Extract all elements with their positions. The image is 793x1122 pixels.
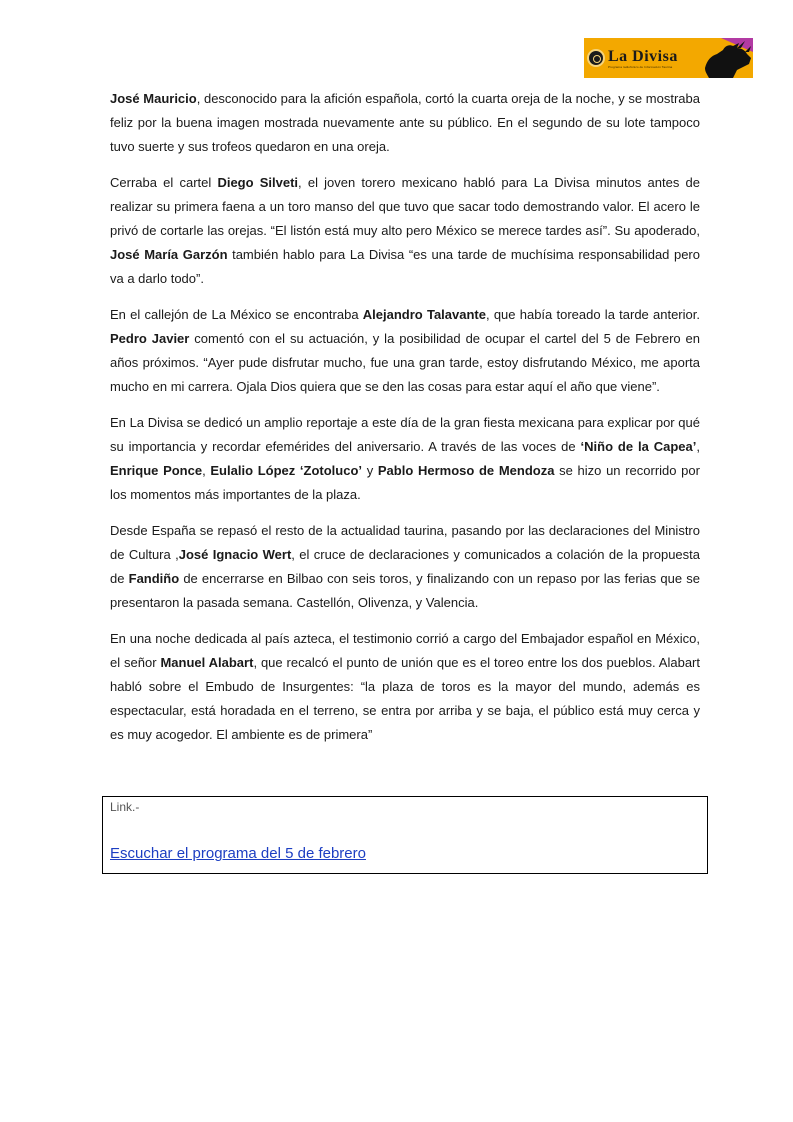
text-run: y	[362, 463, 378, 478]
bold-name: José María Garzón	[110, 247, 228, 262]
text-run: , que recalcó el punto de unión que es el toreo entre los dos pueblos. Alabart habló sobre el Embudo de Insurgentes: “la plaza de toros es la mayor del mundo, además es espectacular, está horadada en el terreno, se entra por arriba y se baja, el público está muy cerca y es muy acogedor. El ambiente es de primera”	[110, 655, 701, 742]
paragraph	[110, 303, 700, 399]
article-body	[110, 87, 700, 759]
text-run: comentó con el su actuación, y la posibilidad de ocupar el cartel del 5 de Febrero en años próximos. “Ayer pude disfrutar mucho, fue una gran tarde, estoy disfrutando México, me aporta mucho en mi carrera. Ojala Dios quiera que se den las cosas para estar aquí el año que viene”.	[110, 331, 701, 394]
text-run: En La Divisa se dedicó un amplio reportaje a este día de la gran fiesta mexicana para explicar por qué su importancia y recordar efemérides del aniversario. A través de las voces de	[110, 415, 700, 454]
bold-name: Pablo Hermoso de Mendoza	[377, 463, 555, 478]
logo-tagline: Programa radiofónico de Información Taurina	[608, 65, 673, 69]
text-run: En el callejón de La México se encontraba	[110, 307, 363, 322]
link-label: Link.-	[110, 800, 140, 814]
la-divisa-logo	[584, 38, 753, 78]
logo-brand-name: La Divisa	[608, 48, 678, 65]
bold-name: Diego Silveti	[217, 175, 299, 190]
paragraph	[110, 627, 700, 747]
bold-name: Fandiño	[128, 571, 180, 586]
paragraph	[110, 519, 700, 615]
bull-icon	[701, 38, 753, 78]
bold-name: Alejandro Talavante	[362, 307, 486, 322]
bold-name: José Mauricio	[110, 91, 197, 106]
text-run: Cerraba el cartel	[110, 175, 218, 190]
text-run: , que había toreado la tarde anterior.	[485, 307, 700, 322]
seal-icon	[587, 49, 605, 67]
text-run: de encerrarse en Bilbao con seis toros, y finalizando con un repaso por las ferias que se presentaron la pasada semana. Castellón, Olivenza, y Valencia.	[110, 571, 700, 610]
bold-name: José Ignacio Wert	[178, 547, 292, 562]
text-run: , desconocido para la afición española, cortó la cuarta oreja de la noche, y se mostraba feliz por la buena imagen mostrada nuevamente ante su público. En el segundo de su lote tampoco tuvo suerte y sus trofeos quedaron en una oreja.	[110, 91, 700, 154]
link-box	[102, 796, 708, 874]
text-run: Desde España se repasó el resto de la actualidad taurina, pasando por las declaraciones del Ministro de Cultura ,	[110, 523, 700, 562]
listen-program-link[interactable]: Escuchar el programa del 5 de febrero	[110, 845, 366, 862]
text-run: , el cruce de declaraciones y comunicados a colación de la propuesta de	[110, 547, 701, 586]
paragraph	[110, 171, 700, 291]
text-run: ,	[202, 463, 211, 478]
text-run: también hablo para La Divisa “es una tarde de muchísima responsabilidad pero va a darlo todo”.	[110, 247, 700, 286]
bold-name: Eulalio López ‘Zotoluco’	[210, 463, 363, 478]
text-run: En una noche dedicada al país azteca, el testimonio corrió a cargo del Embajador español en México, el señor	[110, 631, 700, 670]
text-run: , el joven torero mexicano habló para La Divisa minutos antes de realizar su primera faena a un toro manso del que tuvo que sacar todo demostrando valor. El acero le privó de cortarle las orejas. “El listón está muy alto pero México se merece tardes así”. Su apoderado,	[110, 175, 700, 238]
text-run: ,	[696, 439, 700, 454]
bold-name: Enrique Ponce	[110, 463, 203, 478]
bold-name: Manuel Alabart	[160, 655, 254, 670]
paragraph	[110, 87, 700, 159]
bold-name: ‘Niño de la Capea’	[580, 439, 697, 454]
text-run: se hizo un recorrido por los momentos más importantes de la plaza.	[110, 463, 700, 502]
paragraph	[110, 411, 700, 507]
bold-name: Pedro Javier	[110, 331, 190, 346]
